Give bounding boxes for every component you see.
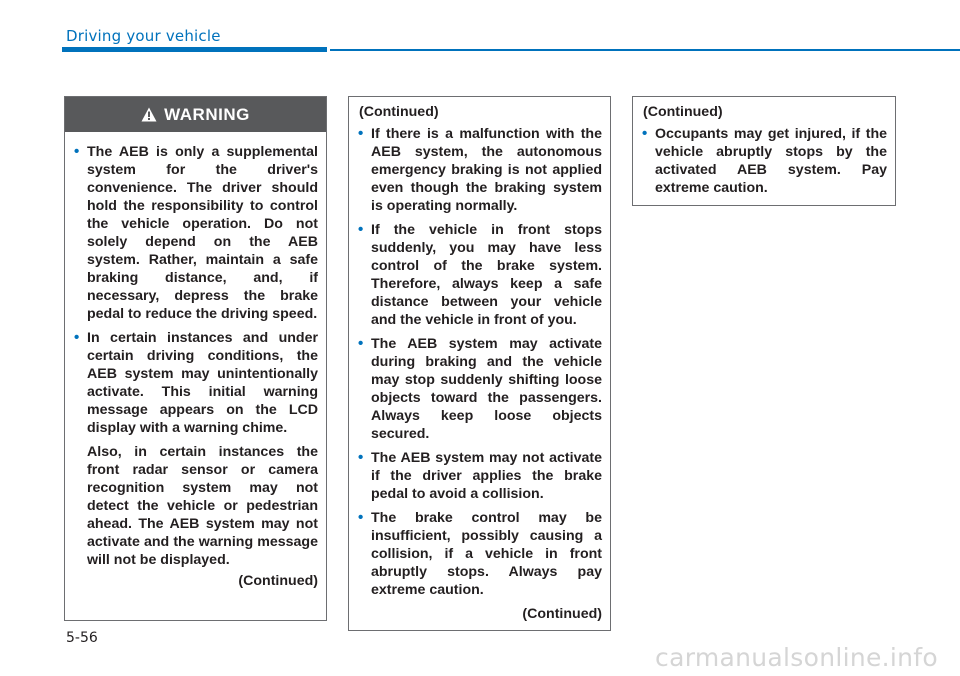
bullet-dot-icon: • xyxy=(358,221,364,238)
warning-header xyxy=(65,97,326,132)
continued-label: (Continued) xyxy=(238,573,318,589)
bullet-dot-icon: • xyxy=(74,329,80,346)
continued-label: (Continued) xyxy=(522,606,602,622)
page-number: 5-56 xyxy=(66,630,98,646)
continued-box-3 xyxy=(632,96,896,206)
list-item xyxy=(73,329,318,437)
list-item xyxy=(357,449,602,503)
list-item xyxy=(357,221,602,329)
header-rule-thin xyxy=(330,49,960,51)
list-item-text: The brake control may be insufficient, possibly causing a collision, if a vehicle in front abruptly stops. Always pay extreme caution. xyxy=(371,510,602,598)
list-item-text: In certain instances and under certain driving conditions, the AEB system may unintentionally activate. This initial warning message appears on the LCD display with a warning chime. xyxy=(87,330,318,436)
continued-box-2 xyxy=(348,96,611,631)
list-item xyxy=(73,143,318,323)
list-item-text: The AEB system may not activate if the driver applies the brake pedal to avoid a collision. xyxy=(371,450,602,502)
bullet-dot-icon: • xyxy=(358,125,364,142)
continued-label: (Continued) xyxy=(643,104,723,120)
bullet-dot-icon: • xyxy=(358,509,364,526)
list-item xyxy=(357,125,602,215)
header-rule-thick xyxy=(62,47,327,52)
list-item xyxy=(641,125,887,197)
warning-title: WARNING xyxy=(164,104,250,124)
warning-box xyxy=(64,96,327,621)
list-item xyxy=(357,509,602,599)
section-title: Driving your vehicle xyxy=(66,27,221,45)
column2-content xyxy=(349,97,610,623)
warning-content xyxy=(65,132,326,590)
continued-label: (Continued) xyxy=(359,104,439,120)
list-item-text: Occupants may get injured, if the vehicle abruptly stops by the activated AEB system. Pay extreme caution. xyxy=(655,126,887,196)
list-item-text: If the vehicle in front stops suddenly, you may have less control of the brake system. Therefore, always keep a safe distance between your vehicle and the vehicle in front of you. xyxy=(371,222,602,328)
column3-content xyxy=(633,97,895,197)
watermark: carmanualsonline.info xyxy=(655,643,938,672)
list-item xyxy=(357,335,602,443)
bullet-dot-icon: • xyxy=(642,125,648,142)
bullet-dot-icon: • xyxy=(358,335,364,352)
warning-paragraph: Also, in certain instances the front radar sensor or camera recognition system may not detect the vehicle or pedestrian ahead. The AEB system may not activate and the warning message will not be displayed. xyxy=(87,444,318,568)
list-item-text: The AEB is only a supplemental system for the driver's convenience. The driver should hold the responsibility to control the vehicle operation. Do not solely depend on the AEB system. Rather, maintain a safe braking distance, and, if necessary, depress the brake pedal to reduce the driving speed. xyxy=(87,144,318,322)
warning-triangle-icon xyxy=(141,107,157,122)
list-item-text: If there is a malfunction with the AEB system, the autonomous emergency braking is not applied even though the braking system is operating normally. xyxy=(371,126,602,214)
list-item-text: The AEB system may activate during braking and the vehicle may stop suddenly shifting loose objects toward the passengers. Always keep loose objects secured. xyxy=(371,336,602,442)
bullet-dot-icon: • xyxy=(74,143,80,160)
bullet-dot-icon: • xyxy=(358,449,364,466)
